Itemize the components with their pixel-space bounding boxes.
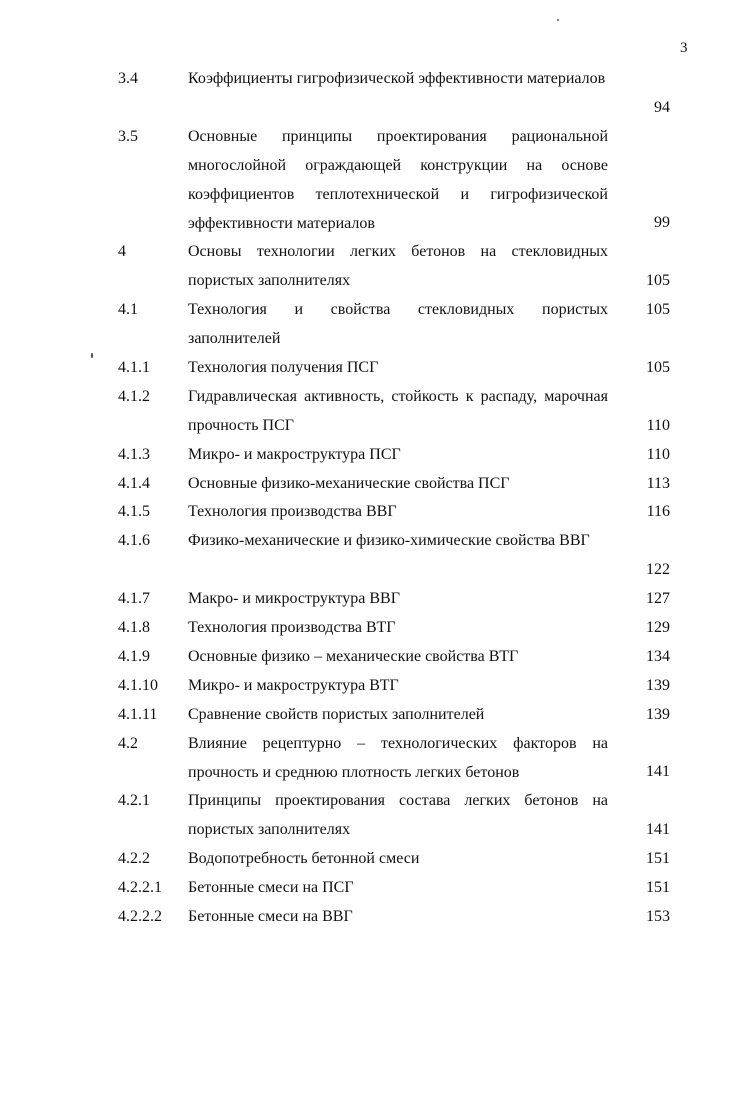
toc-entry bbox=[0, 903, 733, 932]
toc-entry-number: 4.1.5 bbox=[118, 503, 150, 521]
toc-entry-number: 4.2.2.1 bbox=[118, 879, 162, 897]
toc-entry bbox=[0, 585, 733, 614]
toc-entry-page: 151 bbox=[646, 850, 670, 868]
toc-entry-number: 4.1 bbox=[118, 301, 138, 319]
toc-entry-page: 116 bbox=[646, 503, 670, 521]
toc-entry-number: 4.1.4 bbox=[118, 474, 150, 492]
toc-entry-number: 4.1.1 bbox=[118, 358, 150, 376]
toc-entry-page: 113 bbox=[646, 474, 670, 492]
toc-entry bbox=[0, 643, 733, 672]
toc-entry-title: Технология получения ПСГ bbox=[188, 358, 379, 376]
toc-entry-title: Принципы проектирования состава легких бетонов на пористых заполнителях bbox=[188, 792, 608, 839]
toc-entry-page: 122 bbox=[646, 561, 670, 579]
toc-entry-title: Бетонные смеси на ВВГ bbox=[188, 907, 353, 925]
toc-entry-number: 4.1.11 bbox=[118, 705, 158, 723]
toc-entry bbox=[0, 383, 733, 441]
toc-entry-title: Основные физико – механические свойства ВТГ bbox=[188, 647, 519, 665]
toc-entry-title: Водопотребность бетонной смеси bbox=[188, 850, 420, 868]
toc-entry-page: 94 bbox=[654, 98, 670, 116]
toc-entry-title: Основные физико-механические свойства ПСГ bbox=[188, 474, 510, 492]
toc-entry-title: Технология и свойства стекловидных пористых заполнителей bbox=[188, 301, 608, 348]
scan-speck bbox=[557, 19, 559, 21]
toc-entry-page: 105 bbox=[646, 272, 670, 290]
toc-entry-title: Основы технологии легких бетонов на стекловидных пористых заполнителях bbox=[188, 243, 608, 290]
toc-entry-title: Сравнение свойств пористых заполнителей bbox=[188, 705, 485, 723]
toc-entry-number: 4.1.10 bbox=[118, 676, 158, 694]
toc-entry-title: Основные принципы проектирования рациональной многослойной ограждающей конструкции на основе коэффициентов теплотехнической и гигрофизической эффективности материалов bbox=[188, 127, 608, 232]
toc-entry-page: 151 bbox=[646, 879, 670, 897]
toc-entry-number: 4.1.9 bbox=[118, 647, 150, 665]
toc-entry bbox=[0, 441, 733, 470]
toc-entry bbox=[0, 845, 733, 874]
toc-entry-title: Технология производства ВВГ bbox=[188, 503, 397, 521]
toc-entry bbox=[0, 296, 733, 354]
toc-entry-page: 105 bbox=[646, 358, 670, 376]
toc-entry-number: 4.1.2 bbox=[118, 387, 150, 405]
toc-entry-number: 4.1.7 bbox=[118, 590, 150, 608]
table-of-contents bbox=[0, 65, 733, 932]
toc-entry-page: 110 bbox=[646, 445, 670, 463]
toc-entry bbox=[0, 354, 733, 383]
toc-entry bbox=[0, 123, 733, 239]
toc-entry-title: Микро- и макроструктура ВТГ bbox=[188, 676, 399, 694]
toc-entry-number: 3.5 bbox=[118, 127, 138, 145]
toc-entry bbox=[0, 672, 733, 701]
toc-entry-number: 4.2.2 bbox=[118, 850, 150, 868]
toc-entry-number: 4.2.1 bbox=[118, 792, 150, 810]
toc-entry-number: 4.1.6 bbox=[118, 532, 150, 550]
toc-entry bbox=[0, 238, 733, 296]
toc-entry-title: Коэффициенты гигрофизической эффективности материалов bbox=[188, 70, 606, 87]
toc-entry-number: 4.1.8 bbox=[118, 619, 150, 637]
toc-entry-page: 153 bbox=[646, 907, 670, 925]
toc-entry bbox=[0, 614, 733, 643]
toc-entry-page: 127 bbox=[646, 590, 670, 608]
toc-entry bbox=[0, 730, 733, 788]
toc-entry bbox=[0, 65, 733, 123]
toc-entry-title: Технология производства ВТГ bbox=[188, 619, 396, 637]
toc-entry-title: Гидравлическая активность, стойкость к распаду, марочная прочность ПСГ bbox=[188, 387, 608, 434]
toc-entry-title: Макро- и микроструктура ВВГ bbox=[188, 590, 400, 608]
toc-entry-page: 141 bbox=[646, 821, 670, 839]
toc-entry-page: 105 bbox=[646, 301, 670, 319]
toc-entry-number: 4.1.3 bbox=[118, 445, 150, 463]
toc-entry-page: 139 bbox=[646, 705, 670, 723]
toc-entry-number: 3.4 bbox=[118, 70, 138, 87]
page-number: 3 bbox=[680, 40, 688, 56]
toc-entry-number: 4.2 bbox=[118, 734, 138, 752]
toc-entry bbox=[0, 498, 733, 527]
toc-entry-page: 141 bbox=[646, 763, 670, 781]
toc-entry-number: 4 bbox=[118, 243, 126, 261]
toc-entry-number: 4.2.2.2 bbox=[118, 907, 162, 925]
toc-entry-page: 134 bbox=[646, 647, 670, 665]
toc-entry-page: 129 bbox=[646, 619, 670, 637]
toc-entry-title: Бетонные смеси на ПСГ bbox=[188, 879, 354, 897]
toc-entry bbox=[0, 527, 733, 585]
toc-entry-title: Влияние рецептурно – технологических факторов на прочность и среднюю плотность легких бетонов bbox=[188, 734, 608, 781]
toc-entry-page: 99 bbox=[654, 214, 670, 232]
toc-entry bbox=[0, 701, 733, 730]
toc-entry-page: 110 bbox=[646, 416, 670, 434]
toc-entry bbox=[0, 470, 733, 499]
toc-entry-title: Микро- и макроструктура ПСГ bbox=[188, 445, 401, 463]
toc-entry bbox=[0, 787, 733, 845]
toc-entry-title: Физико-механические и физико-химические свойства ВВГ bbox=[188, 532, 590, 550]
toc-entry-page: 139 bbox=[646, 676, 670, 694]
toc-entry bbox=[0, 874, 733, 903]
